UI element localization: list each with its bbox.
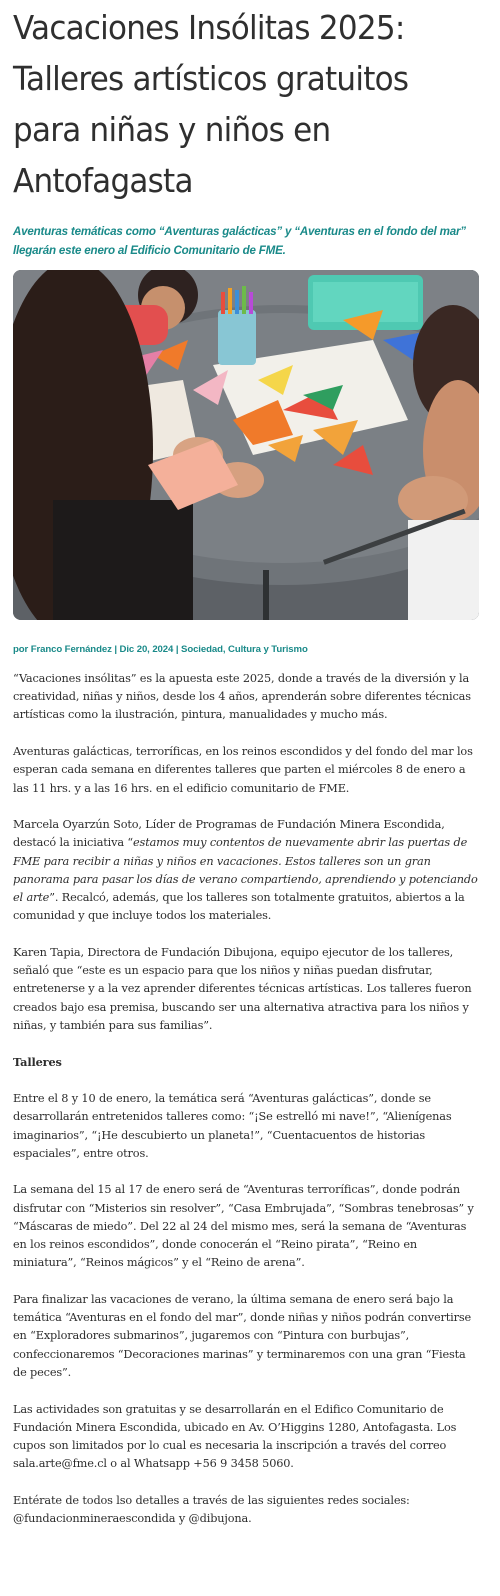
paragraph-week-4: Para finalizar las vacaciones de verano, la última semana de enero será bajo la temática “Aventuras en el fondo del mar”, donde niñas y niños podrán convertirse en “Exploradores submarinos”, jugaremos con “Pintura con burbujas”, confeccionaremos “Decoraciones marinas” y terminaremos con una gran “Fiesta de peces”.: [13, 1292, 472, 1379]
hero-photo: [13, 270, 479, 620]
article-subtitle: Aventuras temáticas como “Aventuras galácticas” y “Aventuras en el fondo del mar” llegarán este enero al Edificio Comunitario de FME.: [13, 225, 466, 257]
author-link[interactable]: Franco Fernández: [30, 644, 112, 655]
paragraph-registration: Las actividades son gratuitas y se desarrollarán en el Edifico Comunitario de Fundación Minera Escondida, ubicado en Av. O’Higgins 1280, Antofagasta. Los cupos son limitados por lo cual es necesaria la inscripción a través del correo sala.arte@fme.cl o al Whatsapp +56 9 3458 5060.: [13, 1402, 457, 1471]
quote-tail: ”. Recalcó, además, que los talleres son totalmente gratuitos, abiertos a la comunidad y que incluye todos los materiales.: [13, 891, 465, 923]
article-meta: [13, 643, 479, 657]
meta-separator: |: [175, 644, 179, 655]
hero-photo-illustration: [13, 270, 479, 620]
article-title: Vacaciones Insólitas 2025: Talleres artísticos gratuitos para niñas y niños en Antofagasta: [13, 8, 409, 200]
meta-separator: |: [114, 644, 117, 655]
category-link-cultura-turismo[interactable]: Cultura y Turismo: [228, 644, 308, 655]
paragraph-schedule: Aventuras galácticas, terroríficas, en los reinos escondidos y del fondo del mar los esperan cada semana en diferentes talleres que parten el miércoles 8 de enero a las 11 hrs. y a las 16 hrs. en el edificio comunitario de FME.: [13, 745, 473, 795]
paragraph-social: Entérate de todos lso detalles a través de las siguientes redes sociales: @fundacionmineraescondida y @dibujona.: [13, 1493, 410, 1526]
article-body: [13, 670, 481, 1547]
category-link-sociedad[interactable]: Sociedad: [181, 644, 223, 655]
paragraph-intro: “Vacaciones insólitas” es la apuesta este 2025, donde a través de la diversión y la creatividad, niñas y niños, desde los 4 años, aprenderán sobre diferentes técnicas artísticas como la ilustración, pintura, manualidades y mucho más.: [13, 672, 471, 722]
quote-lead: Marcela Oyarzún Soto, Líder de Programas de Fundación Minera Escondida, destacó la iniciativa “: [13, 818, 445, 850]
paragraph-week-1: Entre el 8 y 10 de enero, la temática será “Aventuras galácticas”, donde se desarrollarán entretenidos talleres como: “¡Se estrelló mi nave!”, “Alienígenas imaginarios”, “¡He descubierto un planeta!”, “Cuentacuentos de historias espaciales”, entre otros.: [13, 1092, 452, 1160]
publish-date: Dic 20, 2024: [119, 644, 174, 655]
section-heading-talleres: Talleres: [13, 1055, 62, 1070]
quote-text: estamos muy contentos de nuevamente abrir las puertas de FME para recibir a niñas y niños en vacaciones. Estos talleres son un gran panorama para pasar los días de verano compartiendo, aprendiendo y potenciando el arte: [13, 836, 478, 905]
meta-prefix: por: [13, 644, 29, 655]
paragraph-week-2-3: La semana del 15 al 17 de enero será de “Aventuras terroríficas”, donde podrán disfrutar con “Misterios sin resolver”, “Casa Embrujada”, “Sombras tenebrosas” y “Máscaras de miedo”. Del 22 al 24 del mismo mes, será la semana de “Aventuras en los reinos escondidos”, donde conocerán el “Reino pirata”, “Reino en miniatura”, “Reinos mágicos” y el “Reino de arena”.: [13, 1183, 474, 1270]
category-separator: ,: [222, 644, 226, 655]
paragraph-quote-karen: Karen Tapia, Directora de Fundación Dibujona, equipo ejecutor de los talleres, señaló que “este es un espacio para que los niños y niñas puedan disfrutar, entretenerse y a la vez aprender diferentes técnicas artísticas. Los talleres fueron creados bajo esa premisa, buscando ser una alternativa atractiva para los niños y niñas, y también para sus familias”.: [13, 945, 472, 1032]
paragraph-quote-marcela: [13, 816, 481, 925]
